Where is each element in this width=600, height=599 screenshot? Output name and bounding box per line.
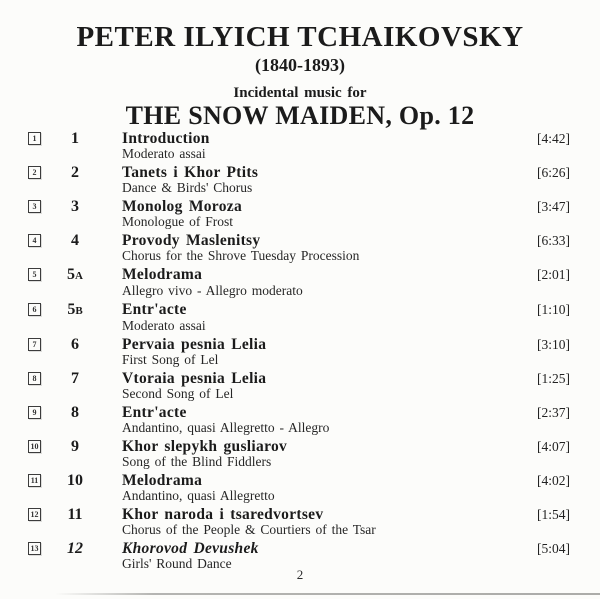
cd-index-box: 6 — [28, 303, 41, 316]
track-subtitle: Andantino, quasi Allegretto — [122, 488, 275, 503]
track-title: Monolog Moroza — [122, 198, 242, 215]
track-title: Tanets i Khor Ptits — [122, 164, 259, 181]
track-duration: [3:47] — [537, 199, 570, 214]
track-number: 4 — [71, 232, 79, 249]
work-title: THE SNOW MAIDEN, Op. 12 — [125, 101, 475, 130]
track-number: 5B — [67, 301, 83, 318]
track-subtitle: Moderato assai — [122, 146, 206, 161]
track-number: 12 — [67, 540, 83, 557]
track-duration: [4:07] — [537, 439, 570, 454]
track-duration: [4:42] — [537, 131, 570, 146]
cd-index-box: 11 — [28, 474, 41, 487]
track-number: 11 — [67, 506, 83, 523]
track-duration: [4:02] — [537, 473, 570, 488]
cd-index-box: 13 — [28, 542, 41, 555]
track-duration: [1:10] — [537, 302, 570, 317]
track-row — [0, 199, 600, 229]
page-header — [0, 0, 600, 129]
page-number: 2 — [296, 567, 304, 582]
scan-edge-shadow — [55, 593, 600, 595]
track-row — [0, 131, 600, 161]
cd-index-box: 10 — [28, 440, 41, 453]
track-title: Introduction — [122, 130, 210, 147]
track-duration: [1:25] — [537, 371, 570, 386]
track-row — [0, 337, 600, 367]
track-title: Provody Maslenitsy — [122, 232, 261, 249]
track-number: 8 — [71, 404, 79, 421]
track-number: 9 — [71, 438, 79, 455]
track-number: 6 — [71, 336, 79, 353]
track-number: 1 — [71, 130, 79, 147]
track-subtitle: First Song of Lel — [122, 352, 219, 367]
track-title: Entr'acte — [122, 301, 187, 318]
cd-index-box: 9 — [28, 406, 41, 419]
cd-index-box: 8 — [28, 372, 41, 385]
track-duration: [3:10] — [537, 337, 570, 352]
track-duration: [6:33] — [537, 233, 570, 248]
track-subtitle: Chorus of the People & Courtiers of the Tsar — [122, 522, 376, 537]
track-number: 7 — [71, 370, 79, 387]
track-subtitle: Song of the Blind Fiddlers — [122, 454, 272, 469]
track-row — [0, 233, 600, 263]
track-duration: [5:04] — [537, 541, 570, 556]
track-row — [0, 165, 600, 195]
cd-index-box: 12 — [28, 508, 41, 521]
track-list — [0, 131, 600, 575]
track-duration: [6:26] — [537, 165, 570, 180]
track-title: Khorovod Devushek — [122, 540, 259, 557]
cd-index-box: 2 — [28, 166, 41, 179]
track-row — [0, 473, 600, 503]
track-subtitle: Girls' Round Dance — [122, 556, 232, 571]
track-number: 10 — [67, 472, 83, 489]
track-row — [0, 405, 600, 435]
composer-name: PETER ILYICH TCHAIKOVSKY — [76, 21, 524, 53]
track-row — [0, 439, 600, 469]
track-subtitle: Allegro vivo - Allegro moderato — [122, 283, 303, 298]
track-number: 5A — [67, 266, 83, 283]
track-row — [0, 371, 600, 401]
track-subtitle: Moderato assai — [122, 318, 206, 333]
cd-index-box: 7 — [28, 338, 41, 351]
track-title: Khor naroda i tsaredvortsev — [122, 506, 324, 523]
track-subtitle: Second Song of Lel — [122, 386, 234, 401]
track-title: Melodrama — [122, 472, 203, 489]
work-subtitle: Incidental music for — [233, 85, 367, 101]
cd-index-box: 5 — [28, 268, 41, 281]
track-duration: [2:01] — [537, 267, 570, 282]
track-row — [0, 267, 600, 298]
track-row — [0, 302, 600, 333]
track-row — [0, 507, 600, 537]
track-subtitle: Chorus for the Shrove Tuesday Procession — [122, 248, 360, 263]
track-title: Entr'acte — [122, 404, 187, 421]
track-subtitle: Andantino, quasi Allegretto - Allegro — [122, 420, 330, 435]
track-number: 3 — [71, 198, 79, 215]
cd-index-box: 1 — [28, 132, 41, 145]
track-title: Melodrama — [122, 266, 203, 283]
track-duration: [2:37] — [537, 405, 570, 420]
track-title: Pervaia pesnia Lelia — [122, 336, 267, 353]
track-subtitle: Monologue of Frost — [122, 214, 233, 229]
track-number: 2 — [71, 164, 79, 181]
track-title: Vtoraia pesnia Lelia — [122, 370, 267, 387]
track-title: Khor slepykh gusliarov — [122, 438, 288, 455]
track-duration: [1:54] — [537, 507, 570, 522]
cd-index-box: 4 — [28, 234, 41, 247]
cd-index-box: 3 — [28, 200, 41, 213]
track-subtitle: Dance & Birds' Chorus — [122, 180, 253, 195]
composer-dates: (1840-1893) — [255, 55, 345, 75]
